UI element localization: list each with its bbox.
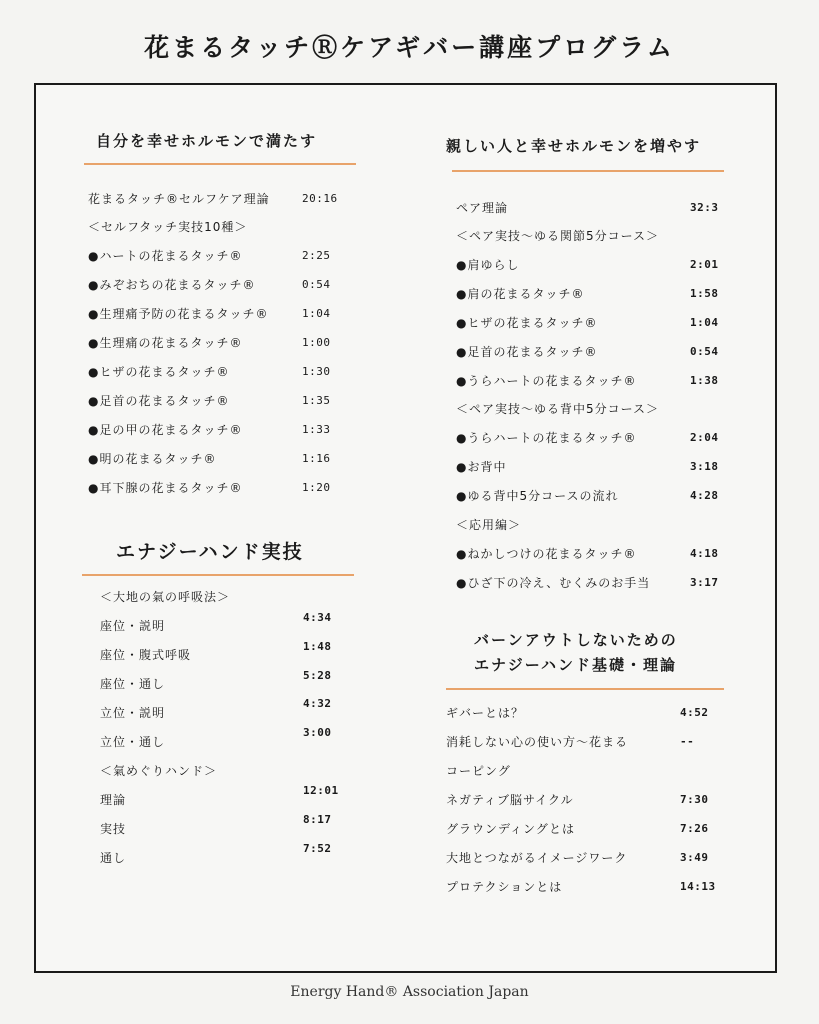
duration: 3:18 bbox=[690, 460, 719, 473]
duration: 5:28 bbox=[303, 669, 332, 682]
list-item: ＜応用編＞ bbox=[456, 518, 522, 532]
program-frame bbox=[34, 83, 777, 973]
duration: 3:00 bbox=[303, 726, 332, 739]
duration: 3:49 bbox=[680, 851, 709, 864]
list-item: 座位・腹式呼吸 bbox=[100, 648, 192, 662]
duration: 4:34 bbox=[303, 611, 332, 624]
duration: 0:54 bbox=[302, 278, 331, 291]
list-item: 座位・説明 bbox=[100, 619, 166, 633]
duration: 4:32 bbox=[303, 697, 332, 710]
list-item: 立位・説明 bbox=[100, 706, 166, 720]
list-item: ●ひざ下の冷え、むくみのお手当 bbox=[456, 576, 651, 590]
duration: 2:25 bbox=[302, 249, 331, 262]
duration: 7:30 bbox=[680, 793, 709, 806]
list-item: ●ハートの花まるタッチ® bbox=[88, 249, 243, 263]
duration: 2:04 bbox=[690, 431, 719, 444]
duration: 1:00 bbox=[302, 336, 331, 349]
duration: 0:54 bbox=[690, 345, 719, 358]
duration: 1:04 bbox=[690, 316, 719, 329]
footer-credit: Energy Hand® Association Japan bbox=[290, 984, 529, 1000]
duration: 1:58 bbox=[690, 287, 719, 300]
list-item: ●ヒザの花まるタッチ® bbox=[88, 365, 230, 379]
list-item: ＜セルフタッチ実技10種＞ bbox=[88, 220, 248, 234]
list-item: 理論 bbox=[100, 793, 127, 807]
list-item: ●明の花まるタッチ® bbox=[88, 452, 217, 466]
section-rule bbox=[452, 170, 724, 172]
list-item: 立位・通し bbox=[100, 735, 166, 749]
list-item: ●ゆる背中5分コースの流れ bbox=[456, 489, 619, 503]
duration: 1:35 bbox=[302, 394, 331, 407]
list-item: ●生理痛予防の花まるタッチ® bbox=[88, 307, 269, 321]
list-item: ●うらハートの花まるタッチ® bbox=[456, 374, 637, 388]
list-item: ＜大地の氣の呼吸法＞ bbox=[100, 590, 231, 604]
duration: 1:20 bbox=[302, 481, 331, 494]
duration: 4:18 bbox=[690, 547, 719, 560]
duration: 1:33 bbox=[302, 423, 331, 436]
list-item: ●足の甲の花まるタッチ® bbox=[88, 423, 243, 437]
list-item: 大地とつながるイメージワーク bbox=[446, 851, 628, 865]
list-item: ●ヒザの花まるタッチ® bbox=[456, 316, 598, 330]
list-item: ●足首の花まるタッチ® bbox=[456, 345, 598, 359]
list-item: ●耳下腺の花まるタッチ® bbox=[88, 481, 243, 495]
duration: 3:17 bbox=[690, 576, 719, 589]
duration: 32:3 bbox=[690, 201, 719, 214]
duration: 7:26 bbox=[680, 822, 709, 835]
list-item: ●肩の花まるタッチ® bbox=[456, 287, 585, 301]
list-item: ●お背中 bbox=[456, 460, 507, 474]
duration: 1:48 bbox=[303, 640, 332, 653]
list-item: 花まるタッチ®セルフケア理論 bbox=[88, 192, 270, 206]
list-item: ネガティブ脳サイクル bbox=[446, 793, 574, 807]
duration: 12:01 bbox=[303, 784, 339, 797]
section-rule bbox=[84, 163, 356, 165]
duration: 4:52 bbox=[680, 706, 709, 719]
duration: 20:16 bbox=[302, 192, 338, 205]
list-item: ＜氣めぐりハンド＞ bbox=[100, 764, 218, 778]
duration: 4:28 bbox=[690, 489, 719, 502]
duration: 1:04 bbox=[302, 307, 331, 320]
section-title-pair: 親しい人と幸せホルモンを増やす bbox=[446, 137, 702, 155]
duration: -- bbox=[680, 735, 695, 748]
list-item: ●肩ゆらし bbox=[456, 258, 520, 272]
list-item: ペア理論 bbox=[456, 201, 509, 215]
list-item: ●生理痛の花まるタッチ® bbox=[88, 336, 243, 350]
section-rule bbox=[446, 688, 724, 690]
section-title-burnout-line2: エナジーハンド基礎・理論 bbox=[474, 656, 677, 674]
section-title-energy-practice: エナジーハンド実技 bbox=[116, 541, 304, 563]
list-item: ●うらハートの花まるタッチ® bbox=[456, 431, 637, 445]
page-title: 花まるタッチⓇケアギバー講座プログラム bbox=[144, 33, 675, 62]
list-item: ●足首の花まるタッチ® bbox=[88, 394, 230, 408]
list-item: プロテクションとは bbox=[446, 880, 563, 894]
list-item: 消耗しない心の使い方〜花まる bbox=[446, 735, 629, 749]
list-item: グラウンディングとは bbox=[446, 822, 576, 836]
list-item: ●ねかしつけの花まるタッチ® bbox=[456, 547, 637, 561]
list-item: 座位・通し bbox=[100, 677, 166, 691]
list-item: 実技 bbox=[100, 822, 127, 836]
section-rule bbox=[82, 574, 354, 576]
duration: 14:13 bbox=[680, 880, 716, 893]
list-item: ●みぞおちの花まるタッチ® bbox=[88, 278, 256, 292]
list-item: ＜ペア実技〜ゆる背中5分コース＞ bbox=[456, 402, 660, 416]
duration: 8:17 bbox=[303, 813, 332, 826]
duration: 7:52 bbox=[303, 842, 332, 855]
list-item: コーピング bbox=[446, 764, 511, 778]
section-title-burnout-line1: バーンアウトしないための bbox=[474, 631, 678, 649]
duration: 1:30 bbox=[302, 365, 331, 378]
list-item: ギバーとは？ bbox=[446, 706, 525, 720]
duration: 2:01 bbox=[690, 258, 719, 271]
duration: 1:38 bbox=[690, 374, 719, 387]
duration: 1:16 bbox=[302, 452, 331, 465]
list-item: 通し bbox=[100, 851, 127, 865]
section-title-self-care: 自分を幸せホルモンで満たす bbox=[96, 132, 318, 150]
list-item: ＜ペア実技〜ゆる関節5分コース＞ bbox=[456, 229, 660, 243]
